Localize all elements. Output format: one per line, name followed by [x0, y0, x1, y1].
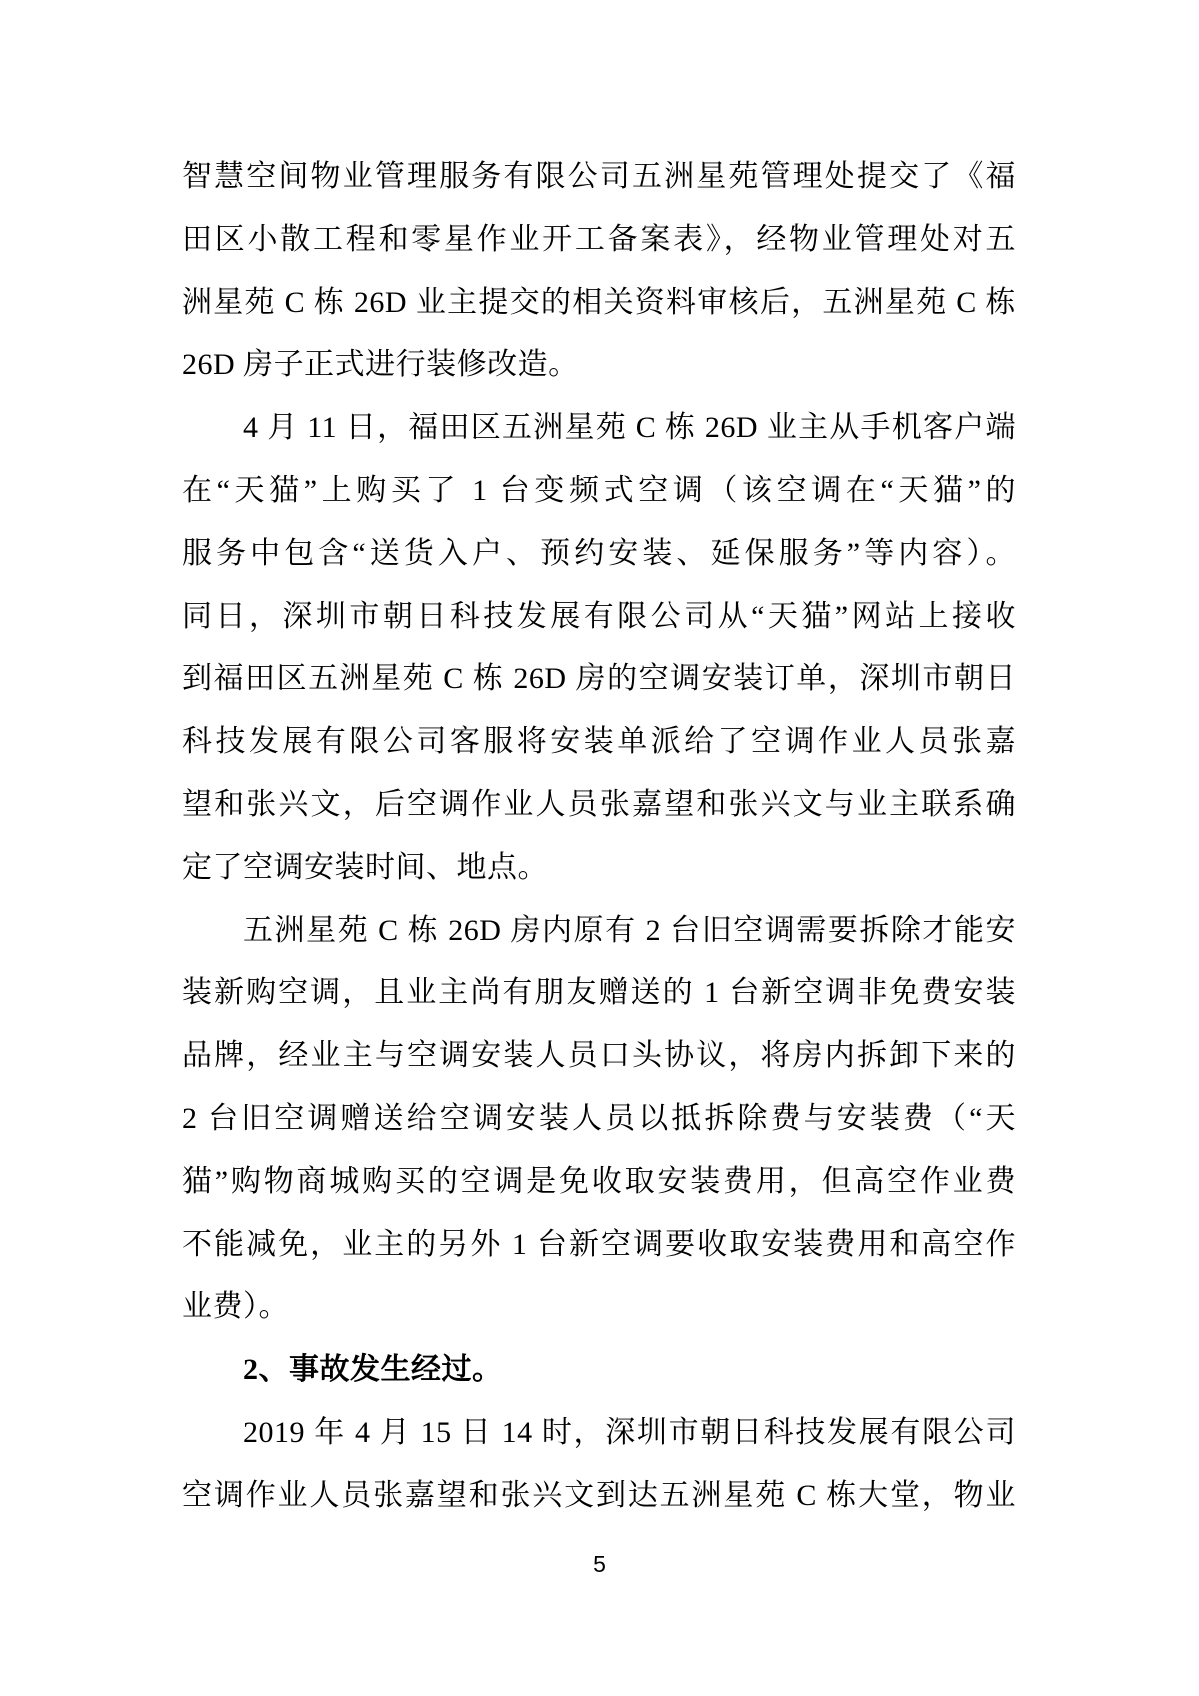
page-number: 5: [593, 1551, 606, 1577]
text-line: 在“天猫”上购买了 1 台变频式空调（该空调在“天猫”的: [182, 473, 1016, 507]
text-line: 服务中包含“送货入户、预约安装、延保服务”等内容）。: [182, 536, 1016, 570]
text-line: 品牌，经业主与空调安装人员口头协议，将房内拆卸下来的: [182, 1039, 1016, 1073]
text-line: 到福田区五洲星苑 C 栋 26D 房的空调安装订单，深圳市朝日: [182, 662, 1016, 696]
text-line: 4 月 11 日，福田区五洲星苑 C 栋 26D 业主从手机客户端: [243, 411, 1016, 445]
document-body: [182, 146, 1016, 1528]
text-line: 2 台旧空调赠送给空调安装人员以抵拆除费与安装费（“天: [182, 1101, 1016, 1135]
text-line: 科技发展有限公司客服将安装单派给了空调作业人员张嘉: [182, 725, 1016, 759]
section-heading: 2、事故发生经过。: [243, 1353, 503, 1387]
text-line: 猫”购物商城购买的空调是免收取安装费用，但高空作业费: [182, 1164, 1016, 1198]
text-line: 装新购空调，且业主尚有朋友赠送的 1 台新空调非免费安装: [182, 976, 1016, 1010]
text-line: 洲星苑 C 栋 26D 业主提交的相关资料审核后，五洲星苑 C 栋: [182, 285, 1016, 319]
text-line: 定了空调安装时间、地点。: [182, 850, 548, 884]
text-line: 田区小散工程和零星作业开工备案表》，经物业管理处对五: [182, 222, 1016, 256]
text-line: 望和张兴文，后空调作业人员张嘉望和张兴文与业主联系确: [182, 787, 1016, 821]
text-line: 五洲星苑 C 栋 26D 房内原有 2 台旧空调需要拆除才能安: [243, 913, 1016, 947]
text-line: 2019 年 4 月 15 日 14 时，深圳市朝日科技发展有限公司: [243, 1415, 1016, 1449]
text-line: 26D 房子正式进行装修改造。: [182, 348, 579, 382]
text-line: 同日，深圳市朝日科技发展有限公司从“天猫”网站上接收: [182, 599, 1016, 633]
text-line: 不能减免，业主的另外 1 台新空调要收取安装费用和高空作: [182, 1227, 1016, 1261]
text-line: 业费）。: [182, 1290, 289, 1324]
text-line: 智慧空间物业管理服务有限公司五洲星苑管理处提交了《福: [182, 160, 1016, 193]
text-line: 空调作业人员张嘉望和张兴文到达五洲星苑 C 栋大堂，物业: [182, 1478, 1016, 1512]
